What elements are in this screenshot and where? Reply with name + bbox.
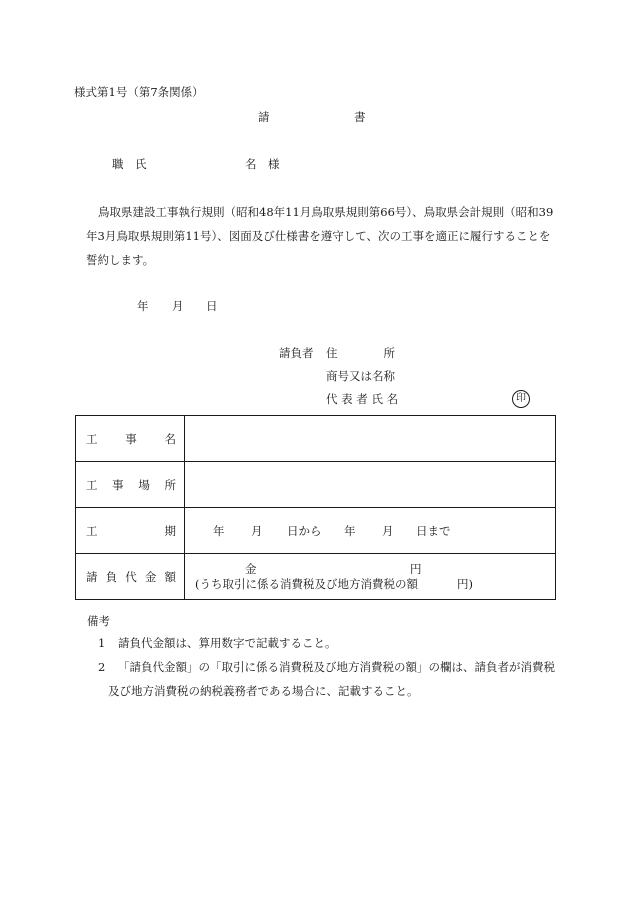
address-label: 住 所 <box>326 346 395 360</box>
date-month: 月 <box>172 299 184 313</box>
period-start-year: 年 <box>213 523 225 538</box>
construction-name-field[interactable] <box>185 416 556 462</box>
period-start-month: 月 <box>251 523 263 538</box>
notes-heading: 備考 <box>87 614 110 628</box>
contract-amount-label: 請 負 代 金 額 <box>76 554 185 600</box>
addressee-name-honorific: 名 様 <box>245 157 280 171</box>
contract-details-table <box>75 415 556 600</box>
note-text: 請負代金額は、算用数字で記載すること。 <box>118 636 337 650</box>
note-item-1 <box>98 631 556 655</box>
tax-amount-yen: 円) <box>457 576 473 591</box>
title-char-2: 書 <box>354 110 366 124</box>
construction-period-field[interactable] <box>185 508 556 554</box>
form-number: 様式第1号（第7条関係） <box>74 85 204 99</box>
contractor-label: 請負者 <box>279 346 314 360</box>
note-text: 「請負代金額」の「取引に係る消費税及び地方消費税の額」の欄は、請負者が消費税及び地方消費税の納税義務者である場合に、記載すること。 <box>108 660 555 698</box>
period-start-day: 日から <box>287 523 322 538</box>
company-name-label: 商号又は名称 <box>326 369 395 383</box>
period-end-month: 月 <box>382 523 394 538</box>
amount-kin-label: 金 <box>245 561 257 576</box>
contract-amount-field[interactable] <box>185 554 556 600</box>
body-paragraph: 鳥取県建設工事執行規則（昭和48年11月鳥取県規則第66号）、鳥取県会計規則（昭和39年3月鳥取県規則第11号）、図面及び仕様書を遵守して、次の工事を適正に履行することを誓約します。 <box>86 205 554 267</box>
tax-amount-note: (うち取引に係る消費税及び地方消費税の額 <box>195 576 418 591</box>
table-row <box>76 416 556 462</box>
construction-site-field[interactable] <box>185 462 556 508</box>
table-row <box>76 554 556 600</box>
representative-name-label: 代 表 者 氏 名 <box>326 392 399 406</box>
addressee-position: 職 氏 <box>112 157 147 171</box>
table-row <box>76 508 556 554</box>
amount-yen-label: 円 <box>410 561 422 576</box>
period-end-day: 日まで <box>416 523 451 538</box>
construction-site-label: 工 事 場 所 <box>76 462 185 508</box>
note-item-2 <box>98 655 556 703</box>
construction-name-label: 工 事 名 <box>76 416 185 462</box>
date-day: 日 <box>206 299 218 313</box>
period-end-year: 年 <box>344 523 356 538</box>
note-number: 1 <box>98 636 106 650</box>
seal-stamp-mark: 印 <box>512 390 530 408</box>
date-year: 年 <box>137 299 149 313</box>
title-char-1: 請 <box>258 110 270 124</box>
construction-period-label: 工 期 <box>76 508 185 554</box>
note-number: 2 <box>98 660 106 674</box>
table-row <box>76 462 556 508</box>
